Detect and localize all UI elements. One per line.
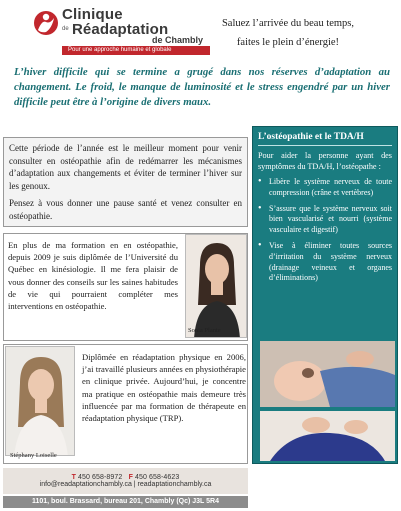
logo-clinique-text: Clinique (62, 6, 123, 23)
logo-tagline: Pour une approche humaine et globale (62, 46, 210, 55)
sonia-bio-text: En plus de ma formation en en ostéopathie, depuis 2009 je suis diplômée de l’Université du Québec en kinésiologie. Il me fera plaisir de vous donner des conseils sur les saines habitudes de vie qui pourraient compléter mes interventions en ostéopathie. (8, 240, 178, 312)
osteo-lead: Pour aider la personne ayant des symptômes du TDA/H, l’ostéopathe : (258, 151, 392, 171)
stephany-caption: Stéphany Loiselle (10, 452, 57, 459)
intro-paragraph: L’hiver difficile qui se termine a grugé dans nos réserves d’adaptation au changement. Le froid, le manque de luminosité et le stress engendré par un hiver difficile peut être à l’origine de divers maux. (14, 66, 390, 108)
footer-contact-bar (3, 468, 248, 494)
back-treatment-photo (260, 411, 395, 461)
fax-label: F (128, 474, 133, 481)
logo-readaptation-text: Réadaptation (72, 21, 169, 38)
footer-address: 1101, boul. Brassard, bureau 201, Chambly (Qc) J3L 5R4 (3, 496, 248, 508)
clinic-logo-icon (32, 8, 60, 36)
osteo-title: L’ostéopathie et le TDA/H (258, 131, 392, 146)
greeting-line-2: faites le plein d’énergie! (236, 37, 340, 48)
osteo-tdah-panel (252, 126, 398, 464)
baby-treatment-photo (260, 341, 395, 407)
sonia-photo (185, 234, 247, 338)
consult-box (3, 137, 248, 227)
stephany-bio-box (3, 344, 248, 464)
osteo-list-item: • Vise à éliminer toutes sources d’irritation du système nerveux (drainage veineux et organes d’éliminations) (258, 241, 392, 284)
greeting-line-1: Saluez l’arrivée du beau temps, (221, 18, 355, 29)
clinic-logo (32, 6, 207, 56)
logo-de-text: de (62, 26, 69, 32)
footer-phone-fax (72, 474, 180, 481)
osteo-list-item: • S’assure que le système nerveux soit bien vascularisé et nourri (système vasculaire et digestif) (258, 204, 392, 236)
logo-chambly-text: de Chambly (152, 35, 204, 45)
stephany-bio-text: Diplômée en réadaptation physique en 2006, j’ai travaillé plusieurs années en physiothérapie en clinique privée. Aujourd’hui, je concentre ma pratique en ostéopathie mais demeure très influencée par ma formation de thérapeute en réadaptation physique (TRP). (82, 352, 246, 424)
footer-email-web[interactable]: info@readaptationchambly.ca | readaptationchambly.ca (39, 481, 212, 488)
greeting (203, 14, 373, 52)
phone-label: T (71, 474, 76, 481)
consult-paragraph-2: Pensez à vous donner une pause santé et venez consulter en ostéopathie. (9, 198, 242, 221)
sonia-caption: Sonia Plante (188, 327, 221, 334)
stephany-photo (5, 346, 75, 456)
osteo-list (258, 177, 392, 284)
footer (3, 468, 248, 508)
phone-number: 450 658-8972 (78, 474, 123, 481)
fax-number: 450 658-4623 (135, 474, 180, 481)
consult-paragraph-1: Cette période de l’année est le meilleur moment pour venir consulter en ostéopathie afin de redémarrer les mécanismes d’adaptation aux changements et éviter de terminer l’hiver sur les genoux. (9, 143, 242, 191)
osteo-list-item: • Libère le système nerveux de toute compression (crâne et vertèbres) (258, 177, 392, 199)
sonia-bio-box (3, 233, 248, 341)
